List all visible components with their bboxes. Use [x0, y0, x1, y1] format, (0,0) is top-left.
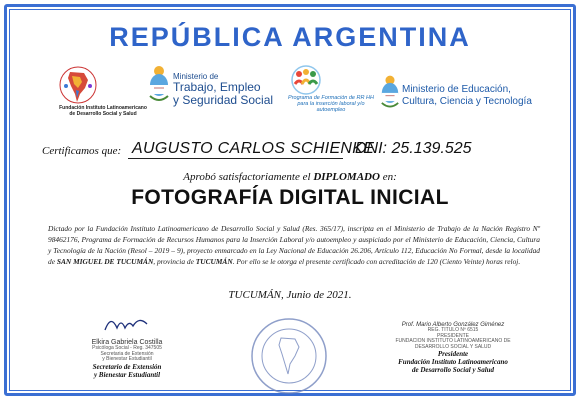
handwritten-signature-icon — [97, 312, 157, 334]
signature-right-stamp1: REG. TITULO Nº 6515 — [427, 327, 479, 333]
issue-date: TUCUMÁN, Junio de 2021. — [228, 289, 352, 301]
body-province-label: , provincia de — [153, 257, 194, 267]
signature-left-stamp2: Secretaria de Extensión — [100, 350, 154, 357]
signature-right-stamp2: PRESIDENTE — [437, 332, 469, 339]
trabajo-label — [173, 73, 273, 107]
trabajo-logo — [148, 64, 278, 126]
approval-highlight: DIPLOMADO — [313, 171, 380, 183]
trabajo-label-line3: y Seguridad Social — [173, 92, 274, 107]
country-title: REPÚBLICA ARGENTINA — [109, 22, 471, 52]
trabajo-label-line2: Trabajo, Empleo — [173, 80, 261, 95]
signature-left-stamp1: Psicóloga Social - Reg. 347505 — [92, 345, 162, 351]
body-text-start: Dictado por la Fundación Instituto Latinoamericano de Desarrollo Social y Salud (Res. 365/17), inscripta en el Ministerio de Trabajo de la Nación Registro Nº 98462176, Programa de Formación de Recursos Humanos para la Inserción Laboral y/o autoempleo y auspiciado por el Ministerio de Educación, Ciencia, Cultura y Tecnología de la Nación (Resol – 2019 – 9), proyecto enmarcado en la Ley Nacional de Educación 26.206, Artículo 112, Educación No Formal, desde la localidad de — [48, 224, 540, 267]
seal-stamp-icon — [248, 316, 330, 396]
signature-right-name: Prof. Mario Alberto González Giménez — [401, 322, 505, 328]
trabajo-label-line1: Ministerio de — [173, 72, 219, 81]
educacion-label-line1: Ministerio de Educación, — [402, 84, 511, 95]
signature-right-role2: Fundación Instituto Latinoamericano — [398, 358, 508, 367]
educacion-label — [402, 84, 532, 107]
signature-right-stamp3: FUNDACION INSTITUTO LATINOAMERICANO DE DESARROLLO SOCIAL Y SALUD — [395, 338, 511, 350]
programa-label: Programa de Formación de RR HH para la inserción laboral y/o autoempleo — [288, 95, 374, 113]
signature-left-role1: Secretario de Extensión — [92, 362, 162, 371]
recipient-dni: DNI: 25.139.525 — [355, 140, 472, 157]
body-locality: SAN MIGUEL DE TUCUMÁN — [56, 257, 154, 267]
body-text-end: . Por ello se le otorga el presente certificado con acreditación de 120 (Ciento Veinte) horas reloj. — [232, 257, 521, 267]
fundacion-logo — [58, 64, 148, 126]
approval-prefix: Aprobó satisfactoriamente el — [183, 171, 311, 183]
signature-left-stamp3: y Bienestar Estudiantil — [102, 356, 152, 362]
people-program-icon — [286, 64, 326, 96]
programa-logo — [286, 64, 376, 126]
certify-label: Certificamos que: — [42, 145, 122, 157]
argentina-coat-of-arms-icon — [148, 64, 170, 104]
educacion-logo — [380, 64, 560, 126]
logo-row — [18, 64, 562, 126]
signature-right-role1: Presidente — [437, 350, 469, 358]
official-seal — [248, 316, 330, 396]
signature-left-name: Elkira Gabriela Costilla — [91, 339, 163, 346]
certificate-body — [48, 223, 540, 267]
course-title: FOTOGRAFÍA DIGITAL INICIAL — [131, 186, 449, 209]
recipient-name: AUGUSTO CARLOS SCHIENKE — [132, 140, 375, 157]
approval-line — [0, 171, 580, 183]
name-underline — [128, 158, 343, 159]
signature-right-role3: de Desarrollo Social y Salud — [411, 366, 495, 375]
body-province: TUCUMÁN — [195, 257, 233, 267]
educacion-label-line2: Cultura, Ciencia y Tecnología — [402, 95, 532, 107]
signature-left — [72, 312, 182, 379]
signature-right — [388, 322, 518, 374]
approval-suffix: en: — [382, 171, 397, 183]
argentina-coat-of-arms-icon — [380, 72, 400, 112]
fundacion-label: Fundación Instituto Latinoamericano de Desarrollo Social y Salud — [59, 105, 147, 117]
signature-left-role2: y Bienestar Estudiantil — [93, 370, 161, 379]
south-america-map-icon — [58, 64, 98, 106]
